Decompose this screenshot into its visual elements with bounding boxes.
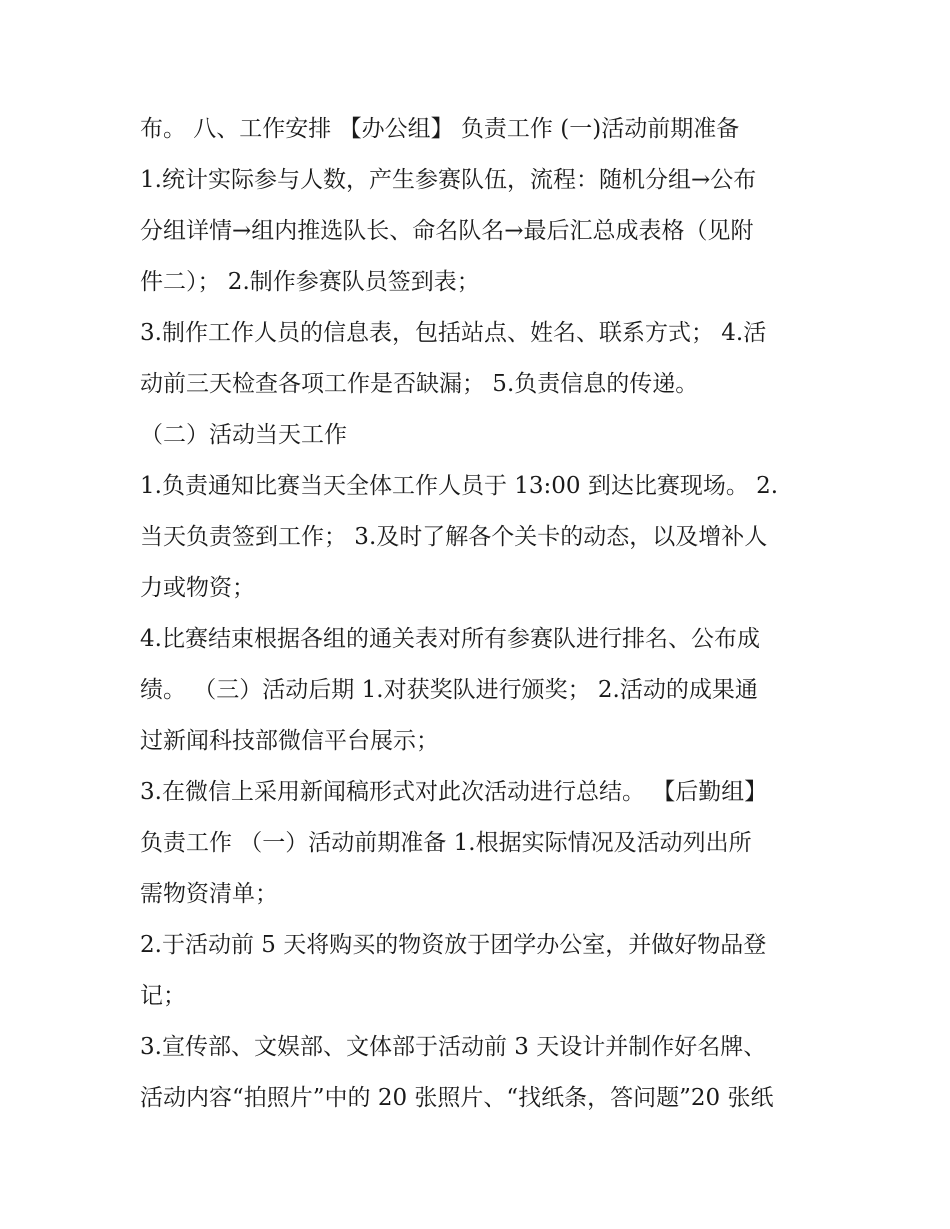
text-line-9: 当天负责签到工作； 3.及时了解各个关卡的动态，以及增补人: [140, 524, 768, 550]
text-line-1: 布。 八、工作安排 【办公组】 负责工作 (一)活动前期准备: [140, 116, 740, 142]
text-line-19: 3.宣传部、文娱部、文体部于活动前 3 天设计并制作好名牌、: [140, 1034, 767, 1060]
text-line-15: 负责工作 （一）活动前期准备 1.根据实际情况及活动列出所: [140, 830, 752, 856]
text-line-14: 3.在微信上采用新闻稿形式对此次活动进行总结。 【后勤组】: [140, 779, 768, 805]
text-line-11: 4.比赛结束根据各组的通关表对所有参赛队进行排名、公布成: [140, 626, 760, 652]
text-line-12: 绩。 （三）活动后期 1.对获奖队进行颁奖； 2.活动的成果通: [140, 677, 758, 703]
text-line-7: （二）活动当天工作: [140, 422, 347, 448]
text-line-8: 1.负责通知比赛当天全体工作人员于 13:00 到达比赛现场。 2.: [140, 473, 779, 499]
text-line-20: 活动内容“拍照片”中的 20 张照片、“找纸条，答问题”20 张纸: [140, 1085, 774, 1111]
text-line-3: 分组详情→组内推选队长、命名队名→最后汇总成表格（见附: [140, 218, 754, 244]
text-line-18: 记；: [140, 983, 186, 1009]
text-line-17: 2.于活动前 5 天将购买的物资放于团学办公室，并做好物品登: [140, 932, 767, 958]
text-line-10: 力或物资；: [140, 575, 255, 601]
text-line-16: 需物资清单；: [140, 881, 278, 907]
text-line-5: 3.制作工作人员的信息表，包括站点、姓名、联系方式； 4.活: [140, 320, 767, 346]
text-line-6: 动前三天检查各项工作是否缺漏； 5.负责信息的传递。: [140, 371, 699, 397]
text-line-4: 件二）； 2.制作参赛队员签到表；: [140, 269, 480, 295]
text-line-2: 1.统计实际参与人数，产生参赛队伍，流程：随机分组→公布: [140, 167, 757, 193]
text-line-13: 过新闻科技部微信平台展示；: [140, 728, 439, 754]
